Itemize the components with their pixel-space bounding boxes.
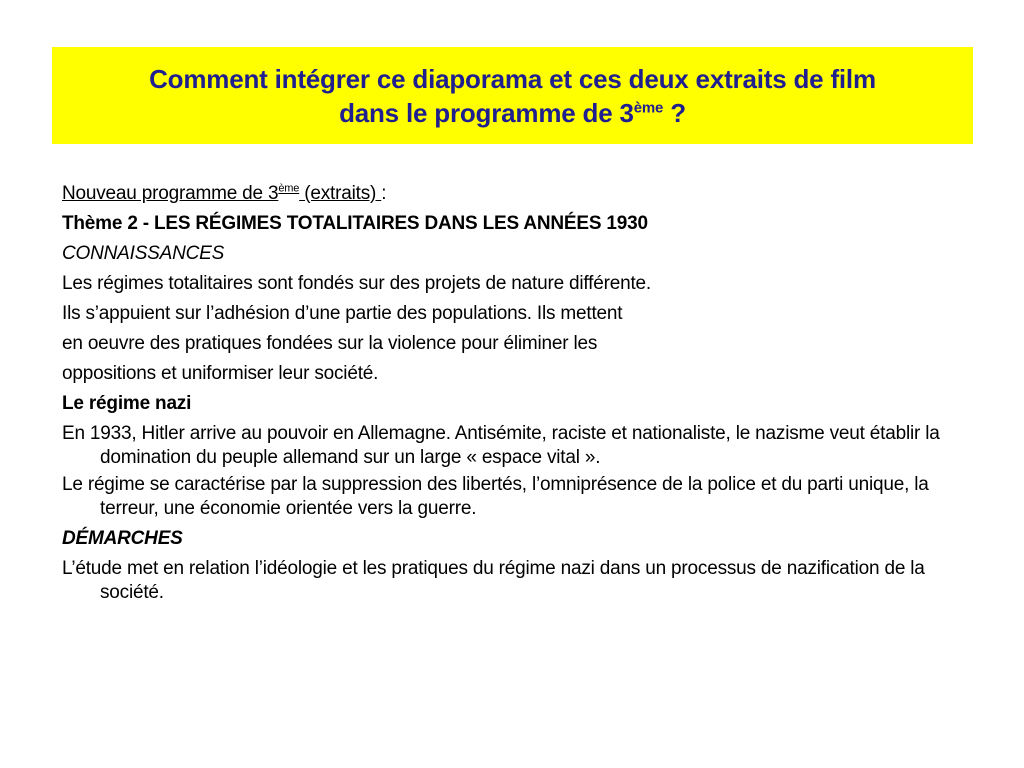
slide-title-box: [52, 47, 973, 144]
text-line-1: Les régimes totalitaires sont fondés sur des projets de nature différente.: [62, 273, 651, 294]
slide-body: [62, 179, 982, 608]
programme-heading-main: Nouveau programme de 3: [62, 183, 279, 204]
text-line-2: Ils s’appuient sur l’adhésion d’une partie des populations. Ils mettent: [62, 303, 623, 324]
paragraph-regime: Le régime se caractérise par la suppression des libertés, l’omniprésence de la police et du parti unique, la terreur, une économie orientée vers la guerre.: [62, 474, 929, 519]
text-line-3: en oeuvre des pratiques fondées sur la violence pour éliminer les: [62, 333, 598, 354]
regime-nazi-heading: Le régime nazi: [62, 393, 192, 414]
theme-heading: Thème 2 - LES RÉGIMES TOTALITAIRES DANS LES ANNÉES 1930: [62, 213, 648, 234]
slide-title-line-1: Comment intégrer ce diaporama et ces deux extraits de film: [149, 63, 876, 94]
programme-heading: [62, 179, 982, 209]
title-line-2-main: dans le programme de 3: [339, 97, 634, 128]
paragraph-hitler: En 1933, Hitler arrive au pouvoir en Allemagne. Antisémite, raciste et nationaliste, le nazisme veut établir la domination du peuple allemand sur un large « espace vital ».: [62, 423, 940, 468]
programme-heading-rest: (extraits): [299, 183, 382, 204]
text-line-4: oppositions et uniformiser leur société.: [62, 363, 379, 384]
slide-title-line-2: [339, 96, 686, 130]
programme-heading-colon: :: [381, 183, 387, 204]
title-superscript: ème: [633, 98, 664, 116]
title-line-2-end: ?: [663, 97, 686, 128]
connaissances-heading: CONNAISSANCES: [62, 243, 225, 264]
paragraph-etude: L’étude met en relation l’idéologie et les pratiques du régime nazi dans un processus de nazification de la société.: [62, 558, 925, 603]
programme-heading-superscript: ème: [278, 182, 300, 195]
demarches-heading: DÉMARCHES: [62, 528, 183, 549]
